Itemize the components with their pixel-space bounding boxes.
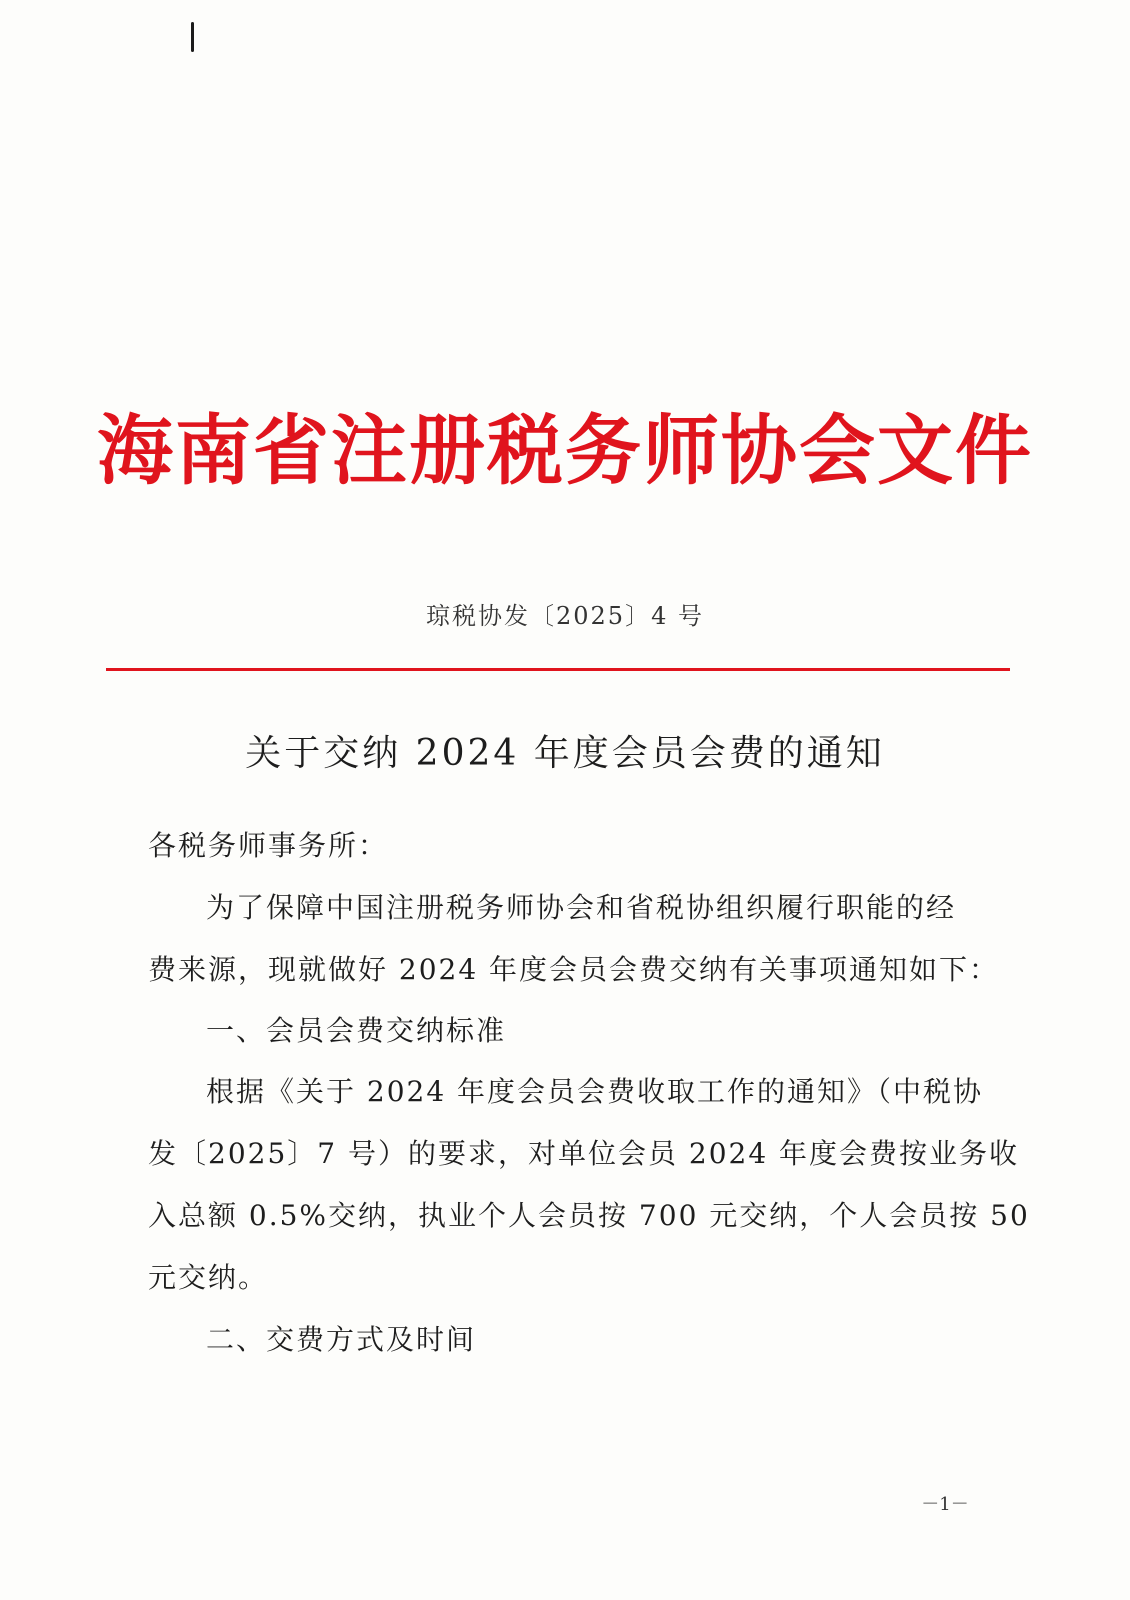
organization-title: 海南省注册税务师协会文件	[97, 406, 1033, 495]
intro-line-2: 费来源，现就做好 2024 年度会员会费交纳有关事项通知如下：	[148, 953, 1000, 986]
salutation: 各税务师事务所：	[148, 829, 389, 862]
section1-line-2: 发〔2025〕7 号）的要求，对单位会员 2024 年度会费按业务收	[148, 1137, 1020, 1170]
page-number: －1－	[921, 1494, 969, 1515]
notice-title: 关于交纳 2024 年度会员会费的通知	[245, 733, 885, 774]
section1-line-3: 入总额 0.5%交纳，执业个人会员按 700 元交纳，个人会员按 50	[148, 1199, 1030, 1232]
document-number: 琼税协发〔2025〕4 号	[426, 602, 704, 630]
intro-line-1: 为了保障中国注册税务师协会和省税协组织履行职能的经	[206, 891, 957, 924]
section-heading-fee-standard: 一、会员会费交纳标准	[206, 1014, 507, 1047]
section1-line-4: 元交纳。	[148, 1261, 269, 1294]
red-divider	[106, 668, 1010, 671]
scan-mark	[191, 22, 194, 52]
section1-line-1: 根据《关于 2024 年度会员会费收取工作的通知》（中税协	[206, 1075, 984, 1108]
section-heading-payment-method: 二、交费方式及时间	[206, 1323, 477, 1356]
